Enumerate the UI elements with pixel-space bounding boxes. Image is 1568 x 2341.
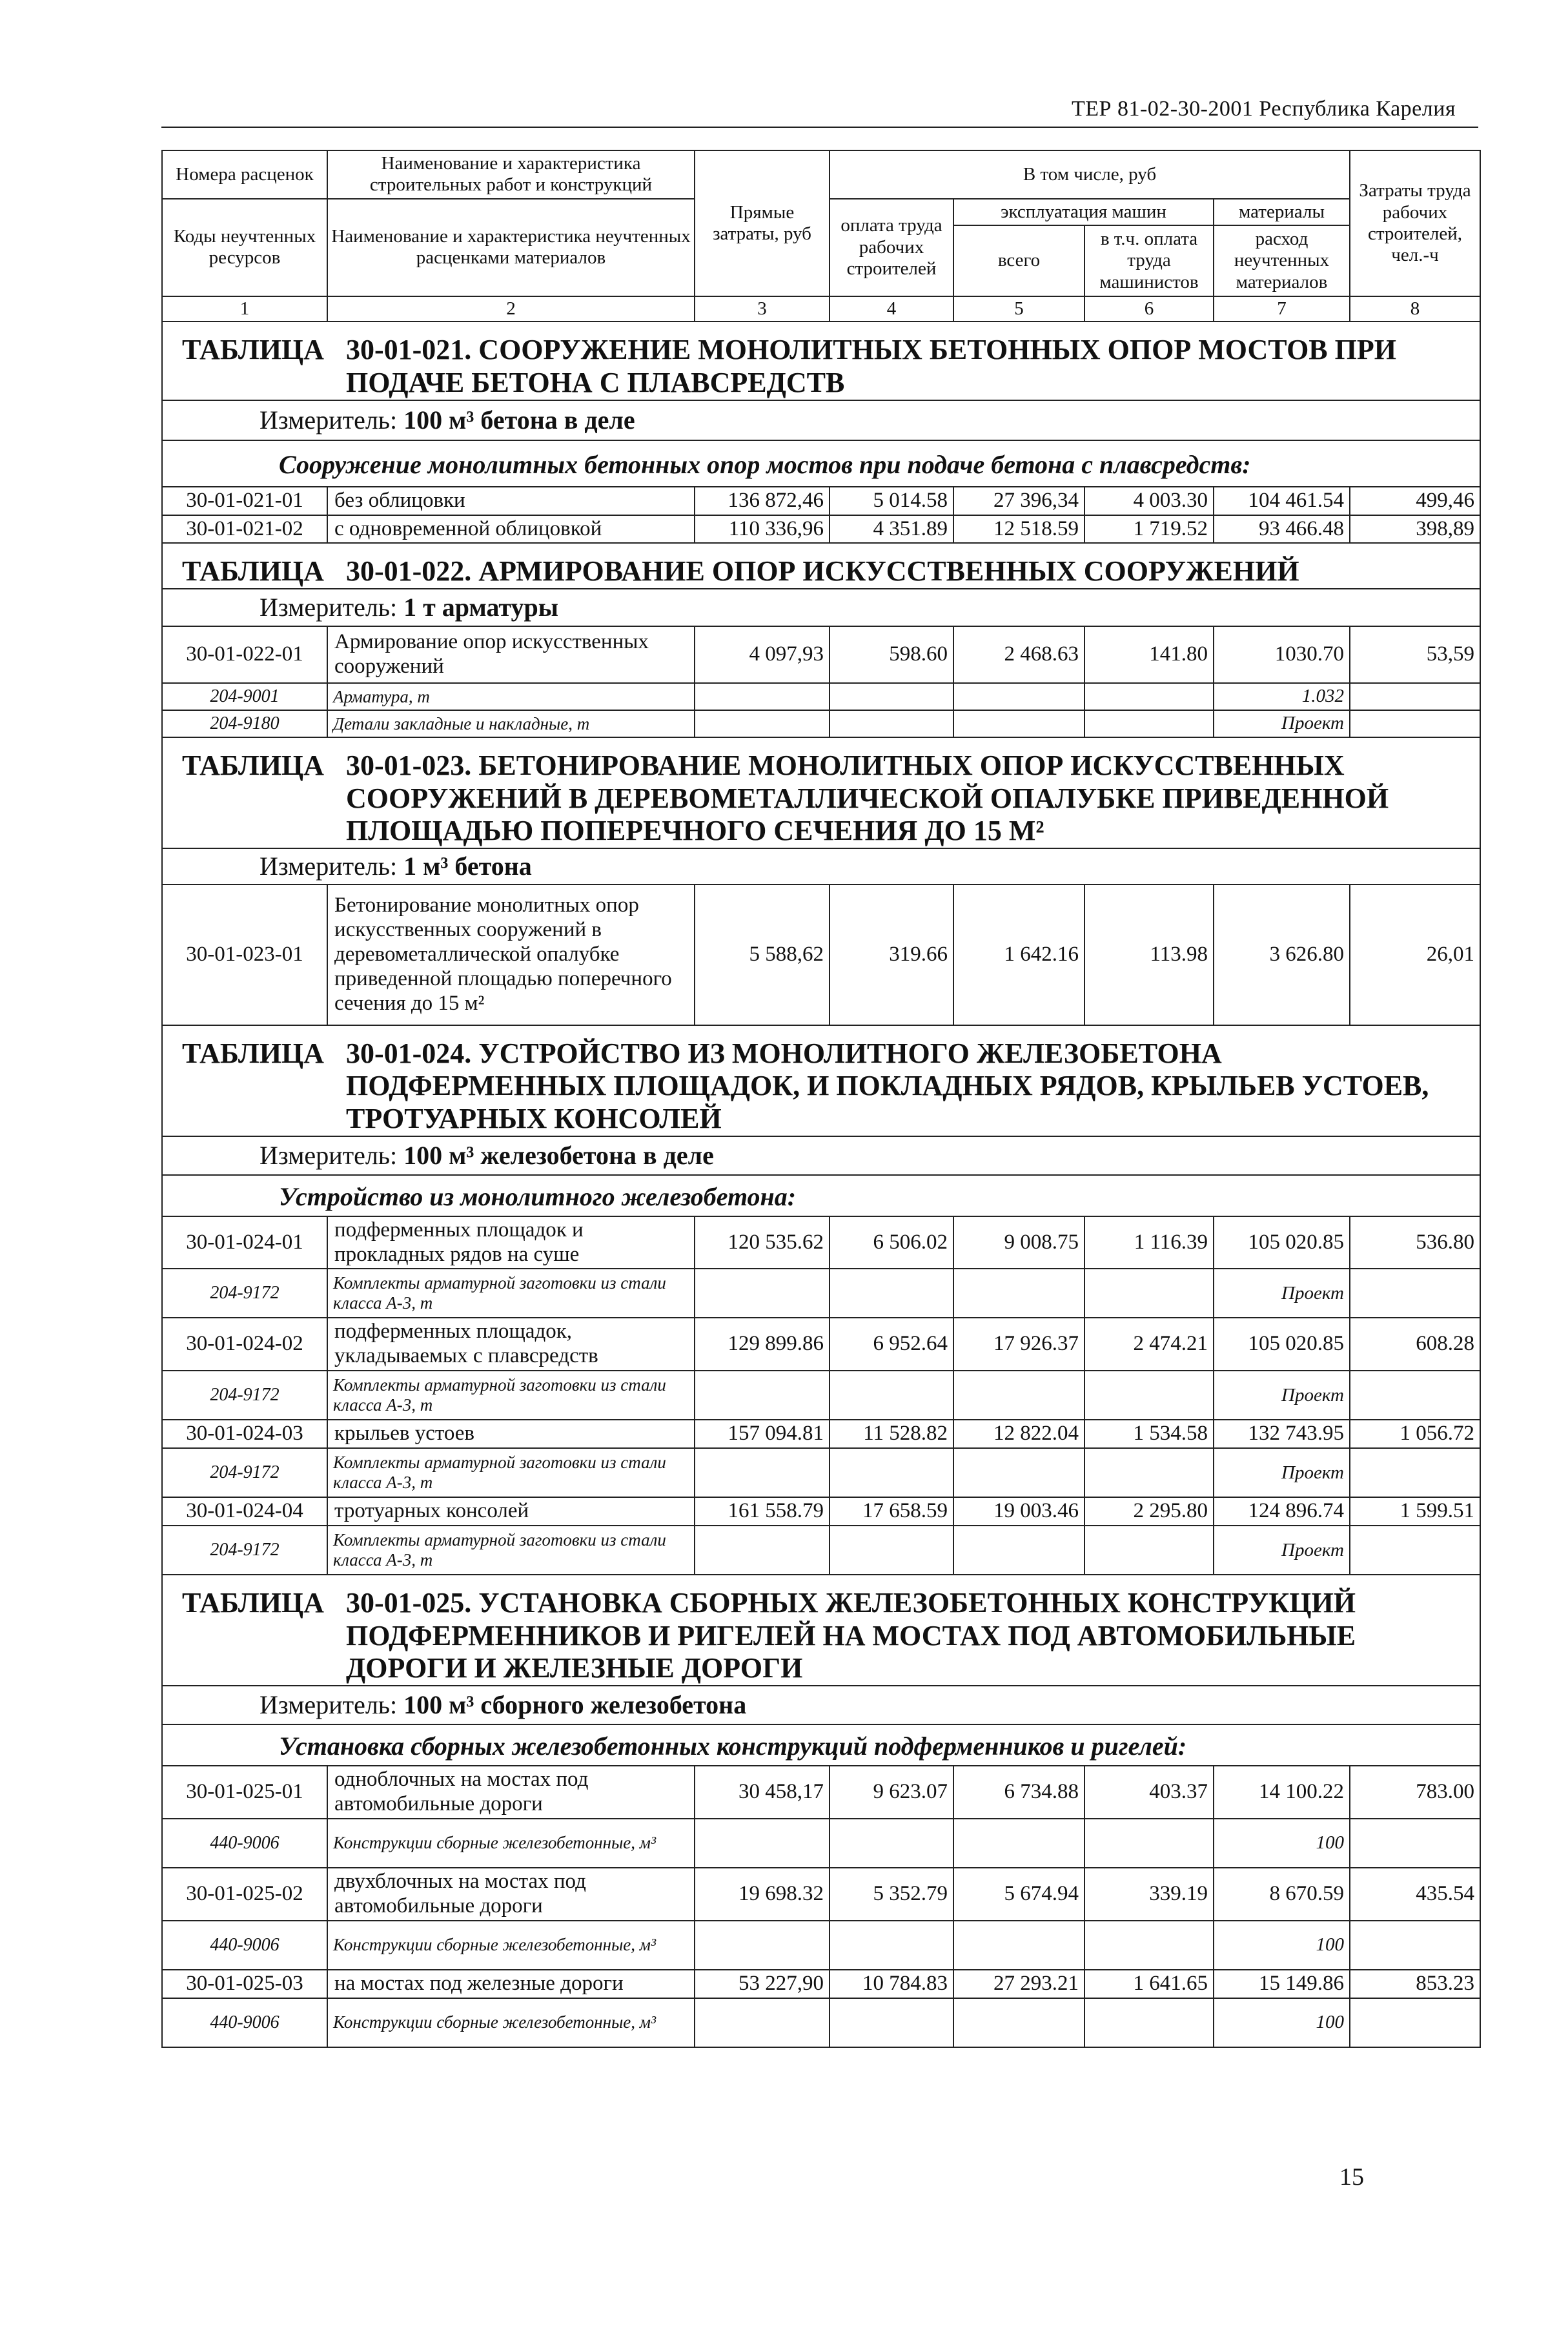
labor-hours: 853.23 [1350, 1970, 1480, 1998]
table-label: ТАБЛИЦА [182, 1037, 324, 1069]
machinists-pay: 339.19 [1084, 1868, 1214, 1921]
measure-unit [162, 1136, 1480, 1175]
table-title-text: 30-01-022. АРМИРОВАНИЕ ОПОР ИСКУССТВЕННЫХ СООРУЖЕНИЙ [346, 555, 1299, 588]
section-subheading: Устройство из монолитного железобетона: [162, 1175, 1480, 1216]
resource-name: Арматура, т [327, 683, 695, 710]
rate-name: с одновременной облицовкой [327, 515, 695, 544]
rate-name: двухблочных на мостах под автомобильные дороги [327, 1868, 695, 1921]
direct-costs: 136 872,46 [695, 487, 830, 515]
machinists-pay: 2 474.21 [1084, 1318, 1214, 1371]
workers-pay: 6 506.02 [830, 1216, 953, 1269]
materials: 8 670.59 [1214, 1868, 1350, 1921]
rate-name: крыльев устоев [327, 1420, 695, 1448]
header-including: В том числе, руб [830, 150, 1350, 199]
direct-costs: 110 336,96 [695, 515, 830, 544]
machinists-pay: 113.98 [1084, 884, 1214, 1025]
materials: 14 100.22 [1214, 1766, 1350, 1819]
header-rule [161, 127, 1478, 128]
measure-value: 100 м³ железобетона в деле [403, 1140, 714, 1170]
resource-code: 204-9180 [162, 710, 327, 737]
table-label: ТАБЛИЦА [182, 334, 324, 366]
workers-pay: 5 352.79 [830, 1868, 953, 1921]
table-label: ТАБЛИЦА [182, 555, 324, 588]
direct-costs: 30 458,17 [695, 1766, 830, 1819]
workers-pay: 17 658.59 [830, 1497, 953, 1526]
machines-total: 27 293.21 [953, 1970, 1084, 1998]
rate-code: 30-01-024-01 [162, 1216, 327, 1269]
resource-code: 204-9001 [162, 683, 327, 710]
page-number: 15 [1339, 2163, 1364, 2191]
measure-value: 100 м³ сборного железобетона [403, 1690, 747, 1719]
column-number: 8 [1350, 296, 1480, 322]
machinists-pay: 1 116.39 [1084, 1216, 1214, 1269]
rate-code: 30-01-022-01 [162, 626, 327, 683]
header-machines: эксплуатация машин [953, 199, 1214, 225]
resource-name: Комплекты арматурной заготовки из стали класса А-3, т [327, 1269, 695, 1318]
machines-total: 19 003.46 [953, 1497, 1084, 1526]
resource-code: 204-9172 [162, 1371, 327, 1420]
resource-name: Комплекты арматурной заготовки из стали класса А-3, т [327, 1526, 695, 1575]
resource-code: 440-9006 [162, 1921, 327, 1970]
resource-code: 204-9172 [162, 1448, 327, 1497]
header-labor-costs: Затраты труда рабочих строителей, чел.-ч [1350, 150, 1480, 296]
measure-unit [162, 848, 1480, 884]
measure-value: 100 м³ бетона в деле [403, 405, 635, 434]
labor-hours: 1 599.51 [1350, 1497, 1480, 1526]
resource-code: 204-9172 [162, 1269, 327, 1318]
labor-hours: 435.54 [1350, 1868, 1480, 1921]
table-title [162, 322, 1480, 400]
table-title [162, 543, 1480, 589]
machines-total: 27 396,34 [953, 487, 1084, 515]
document-header: ТЕР 81-02-30-2001 Республика Карелия [1072, 97, 1456, 121]
measure-label: Измеритель: [260, 1140, 398, 1170]
machinists-pay: 1 641.65 [1084, 1970, 1214, 1998]
table-title-text: 30-01-025. УСТАНОВКА СБОРНЫХ ЖЕЛЕЗОБЕТОННЫХ КОНСТРУКЦИЙ ПОДФЕРМЕННИКОВ И РИГЕЛЕЙ НА МОСТАХ ПОД АВТОМОБИЛЬНЫЕ ДОРОГИ И ЖЕЛЕЗНЫЕ ДОРОГИ [346, 1587, 1356, 1684]
materials: 104 461.54 [1214, 487, 1350, 515]
materials: 124 896.74 [1214, 1497, 1350, 1526]
workers-pay: 11 528.82 [830, 1420, 953, 1448]
materials: 1030.70 [1214, 626, 1350, 683]
column-number: 3 [695, 296, 830, 322]
rate-name: Бетонирование монолитных опор искусственных сооружений в деревометаллической опалубке приведенной площадью поперечного сечения до 15 м² [327, 884, 695, 1025]
column-number: 4 [830, 296, 953, 322]
labor-hours: 608.28 [1350, 1318, 1480, 1371]
rate-code: 30-01-025-03 [162, 1970, 327, 1998]
measure-value: 1 т арматуры [403, 593, 558, 622]
machines-total: 12 822.04 [953, 1420, 1084, 1448]
header-machines-total: всего [953, 225, 1084, 296]
header-direct-costs: Прямые затраты, руб [695, 150, 830, 296]
direct-costs: 53 227,90 [695, 1970, 830, 1998]
column-number: 7 [1214, 296, 1350, 322]
labor-hours: 398,89 [1350, 515, 1480, 544]
materials: 3 626.80 [1214, 884, 1350, 1025]
resource-value: Проект [1214, 1448, 1350, 1497]
resource-name: Комплекты арматурной заготовки из стали класса А-3, т [327, 1448, 695, 1497]
measure-label: Измеритель: [260, 593, 398, 622]
direct-costs: 4 097,93 [695, 626, 830, 683]
column-number: 2 [327, 296, 695, 322]
rate-code: 30-01-023-01 [162, 884, 327, 1025]
rate-name: подферменных площадок, укладываемых с плавсредств [327, 1318, 695, 1371]
resource-name: Комплекты арматурной заготовки из стали класса А-3, т [327, 1371, 695, 1420]
machinists-pay: 2 295.80 [1084, 1497, 1214, 1526]
labor-hours: 499,46 [1350, 487, 1480, 515]
materials: 15 149.86 [1214, 1970, 1350, 1998]
labor-hours: 53,59 [1350, 626, 1480, 683]
resource-code: 440-9006 [162, 1998, 327, 2047]
header-machinists-pay: в т.ч. оплата труда машинистов [1084, 225, 1214, 296]
machinists-pay: 1 534.58 [1084, 1420, 1214, 1448]
machinists-pay: 4 003.30 [1084, 487, 1214, 515]
materials: 105 020.85 [1214, 1318, 1350, 1371]
resource-value: 100 [1214, 1998, 1350, 2047]
header-c2-bottom: Наименование и характеристика неучтенных расценками материалов [327, 199, 695, 296]
section-subheading: Сооружение монолитных бетонных опор мостов при подаче бетона с плавсредств: [162, 440, 1480, 487]
materials: 93 466.48 [1214, 515, 1350, 544]
measure-label: Измеритель: [260, 1690, 398, 1719]
header-workers-pay: оплата труда рабочих строителей [830, 199, 953, 296]
table-title [162, 1025, 1480, 1136]
resource-code: 204-9172 [162, 1526, 327, 1575]
labor-hours: 26,01 [1350, 884, 1480, 1025]
measure-unit [162, 400, 1480, 440]
workers-pay: 319.66 [830, 884, 953, 1025]
machinists-pay: 403.37 [1084, 1766, 1214, 1819]
table-title [162, 737, 1480, 848]
column-number: 6 [1084, 296, 1214, 322]
resource-name: Конструкции сборные железобетонные, м³ [327, 1998, 695, 2047]
workers-pay: 4 351.89 [830, 515, 953, 544]
rate-code: 30-01-024-04 [162, 1497, 327, 1526]
resource-value: Проект [1214, 1371, 1350, 1420]
rate-code: 30-01-021-02 [162, 515, 327, 544]
table-title-text: 30-01-023. БЕТОНИРОВАНИЕ МОНОЛИТНЫХ ОПОР ИСКУССТВЕННЫХ СООРУЖЕНИЙ В ДЕРЕВОМЕТАЛЛИЧЕСКОЙ ОПАЛУБКЕ ПРИВЕДЕННОЙ ПЛОЩАДЬЮ ПОПЕРЕЧНОГО СЕЧЕНИЯ ДО 15 М² [346, 750, 1389, 847]
price-table [161, 150, 1481, 2048]
machines-total: 1 642.16 [953, 884, 1084, 1025]
rate-name: на мостах под железные дороги [327, 1970, 695, 1998]
resource-value: Проект [1214, 1269, 1350, 1318]
resource-value: Проект [1214, 1526, 1350, 1575]
rate-name: Армирование опор искусственных сооружений [327, 626, 695, 683]
direct-costs: 19 698.32 [695, 1868, 830, 1921]
machines-total: 2 468.63 [953, 626, 1084, 683]
table-title [162, 1575, 1480, 1686]
rate-name: одноблочных на мостах под автомобильные дороги [327, 1766, 695, 1819]
resource-code: 440-9006 [162, 1819, 327, 1868]
header-materials: материалы [1214, 199, 1350, 225]
rate-name: тротуарных консолей [327, 1497, 695, 1526]
column-number: 1 [162, 296, 327, 322]
workers-pay: 9 623.07 [830, 1766, 953, 1819]
resource-name: Конструкции сборные железобетонные, м³ [327, 1819, 695, 1868]
measure-label: Измеритель: [260, 405, 398, 434]
machines-total: 17 926.37 [953, 1318, 1084, 1371]
machines-total: 12 518.59 [953, 515, 1084, 544]
measure-unit [162, 589, 1480, 626]
rate-code: 30-01-025-01 [162, 1766, 327, 1819]
table-title-text: 30-01-021. СООРУЖЕНИЕ МОНОЛИТНЫХ БЕТОННЫХ ОПОР МОСТОВ ПРИ ПОДАЧЕ БЕТОНА С ПЛАВСРЕДСТВ [346, 334, 1396, 398]
machines-total: 9 008.75 [953, 1216, 1084, 1269]
direct-costs: 161 558.79 [695, 1497, 830, 1526]
table-title-text: 30-01-024. УСТРОЙСТВО ИЗ МОНОЛИТНОГО ЖЕЛЕЗОБЕТОНА ПОДФЕРМЕННЫХ ПЛОЩАДОК, И ПОКЛАДНЫХ РЯДОВ, КРЫЛЬЕВ УСТОЕВ, ТРОТУАРНЫХ КОНСОЛЕЙ [346, 1037, 1429, 1134]
labor-hours: 783.00 [1350, 1766, 1480, 1819]
section-subheading: Установка сборных железобетонных конструкций подферменников и ригелей: [162, 1724, 1480, 1766]
measure-label: Измеритель: [260, 851, 398, 881]
resource-value: 100 [1214, 1921, 1350, 1970]
machines-total: 6 734.88 [953, 1766, 1084, 1819]
workers-pay: 10 784.83 [830, 1970, 953, 1998]
header-c1-top: Номера расценок [162, 150, 327, 199]
resource-value: 1.032 [1214, 683, 1350, 710]
rate-name: подферменных площадок и прокладных рядов на суше [327, 1216, 695, 1269]
machinists-pay: 141.80 [1084, 626, 1214, 683]
table-label: ТАБЛИЦА [182, 750, 324, 782]
rate-name: без облицовки [327, 487, 695, 515]
header-c2-top: Наименование и характеристика строительных работ и конструкций [327, 150, 695, 199]
direct-costs: 120 535.62 [695, 1216, 830, 1269]
resource-value: Проект [1214, 710, 1350, 737]
table-label: ТАБЛИЦА [182, 1587, 324, 1619]
machines-total: 5 674.94 [953, 1868, 1084, 1921]
direct-costs: 129 899.86 [695, 1318, 830, 1371]
resource-name: Конструкции сборные железобетонные, м³ [327, 1921, 695, 1970]
column-number: 5 [953, 296, 1084, 322]
rate-code: 30-01-025-02 [162, 1868, 327, 1921]
labor-hours: 1 056.72 [1350, 1420, 1480, 1448]
labor-hours: 536.80 [1350, 1216, 1480, 1269]
direct-costs: 157 094.81 [695, 1420, 830, 1448]
machinists-pay: 1 719.52 [1084, 515, 1214, 544]
resource-name: Детали закладные и накладные, т [327, 710, 695, 737]
workers-pay: 5 014.58 [830, 487, 953, 515]
direct-costs: 5 588,62 [695, 884, 830, 1025]
header-unaccounted-materials: расход неучтенных материалов [1214, 225, 1350, 296]
rate-code: 30-01-021-01 [162, 487, 327, 515]
measure-unit [162, 1686, 1480, 1724]
header-c1-bottom: Коды неучтенных ресурсов [162, 199, 327, 296]
workers-pay: 598.60 [830, 626, 953, 683]
materials: 132 743.95 [1214, 1420, 1350, 1448]
rate-code: 30-01-024-02 [162, 1318, 327, 1371]
measure-value: 1 м³ бетона [403, 851, 532, 881]
workers-pay: 6 952.64 [830, 1318, 953, 1371]
resource-value: 100 [1214, 1819, 1350, 1868]
materials: 105 020.85 [1214, 1216, 1350, 1269]
rate-code: 30-01-024-03 [162, 1420, 327, 1448]
